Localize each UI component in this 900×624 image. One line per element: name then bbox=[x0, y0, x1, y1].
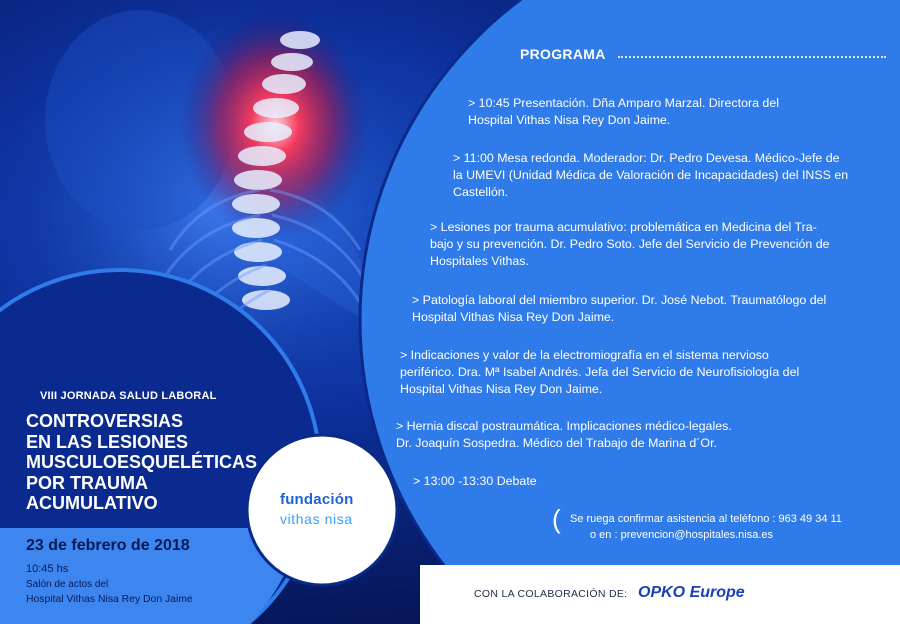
program-item-line: > 10:45 Presentación. Dña Amparo Marzal. Directora del bbox=[468, 96, 779, 110]
program-item-line: bajo y su prevención. Dr. Pedro Soto. Jefe del Servicio de Prevención de bbox=[430, 237, 830, 251]
event-title-line: CONTROVERSIAS bbox=[26, 411, 184, 431]
confirm-email[interactable]: o en : prevencion@hospitales.nisa.es bbox=[590, 529, 773, 541]
confirm-bracket: ( bbox=[552, 504, 561, 534]
event-title-line: ACUMULATIVO bbox=[26, 493, 158, 513]
program-item-line: Hospital Vithas Nisa Rey Don Jaime. bbox=[400, 382, 603, 396]
program-item-line: > Indicaciones y valor de la electromiografía en el sistema nervioso bbox=[400, 348, 769, 362]
program-item-line: periférico. Dra. Mª Isabel Andrés. Jefa del Servicio de Neurofisiología del bbox=[400, 365, 800, 379]
program-item-line: > Hernia discal postraumática. Implicaciones médico-legales. bbox=[396, 419, 732, 433]
program-item-line: Hospitales Vithas. bbox=[430, 254, 529, 268]
event-title-line: MUSCULOESQUELÉTICAS bbox=[26, 452, 258, 472]
event-date: 23 de febrero de 2018 bbox=[26, 537, 190, 554]
event-title-line: EN LAS LESIONES bbox=[26, 431, 189, 452]
program-item-5 bbox=[400, 347, 799, 398]
program-item-4 bbox=[412, 292, 826, 326]
foundation-logo-line1: fundación bbox=[280, 491, 354, 508]
event-place-line2: Hospital Vithas Nisa Rey Don Jaime bbox=[26, 594, 193, 605]
program-item-line: Hospital Vithas Nisa Rey Don Jaime. bbox=[412, 310, 615, 324]
confirm-phone: Se ruega confirmar asistencia al teléfono : 963 49 34 11 bbox=[570, 513, 842, 525]
program-item-line: Hospital Vithas Nisa Rey Don Jaime. bbox=[468, 113, 671, 127]
program-item-line: > Patología laboral del miembro superior. Dr. José Nebot. Traumatólogo del bbox=[412, 293, 827, 307]
collaboration-label: CON LA COLABORACIÓN DE: bbox=[474, 588, 628, 600]
foundation-logo-line2: vithas nisa bbox=[280, 511, 353, 527]
program-item-line: > Lesiones por trauma acumulativo: problemática en Medicina del Tra- bbox=[430, 220, 817, 234]
program-title: PROGRAMA bbox=[520, 46, 606, 62]
program-item-line: > 13:00 -13:30 Debate bbox=[413, 474, 537, 488]
program-item-2 bbox=[453, 150, 848, 201]
program-title-rule bbox=[618, 56, 886, 58]
sponsor-logo: OPKO Europe bbox=[638, 584, 745, 601]
program-item-6 bbox=[396, 418, 732, 452]
event-time: 10:45 hs bbox=[26, 563, 69, 575]
event-place-line1: Salón de actos del bbox=[26, 579, 109, 590]
event-title bbox=[26, 411, 266, 514]
program-item-line: > 11:00 Mesa redonda. Moderador: Dr. Pedro Devesa. Médico-Jefe de bbox=[453, 151, 840, 165]
event-title-line: POR TRAUMA bbox=[26, 472, 148, 493]
program-item-line: la UMEVI (Unidad Médica de Valoración de Incapacidades) del INSS en bbox=[453, 168, 849, 182]
event-jornada: VIII JORNADA SALUD LABORAL bbox=[40, 390, 217, 402]
program-item-1 bbox=[468, 95, 779, 129]
program-item-7 bbox=[413, 473, 537, 490]
program-item-3 bbox=[430, 219, 829, 270]
program-item-line: Castellón. bbox=[453, 185, 509, 199]
program-item-line: Dr. Joaquín Sospedra. Médico del Trabajo de Marina d´Or. bbox=[396, 436, 717, 450]
